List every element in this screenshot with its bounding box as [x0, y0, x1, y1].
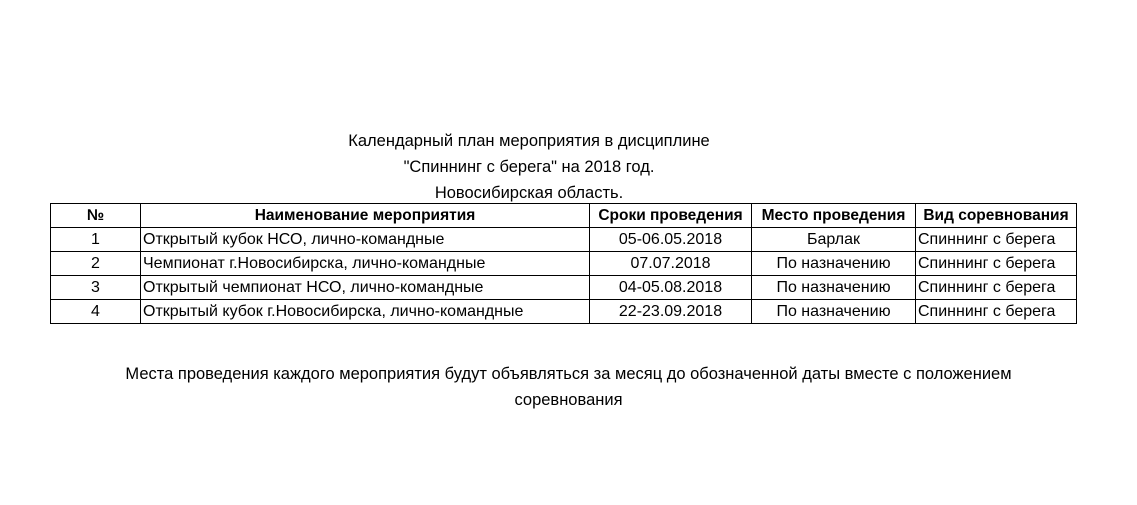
title-line-3: Новосибирская область. — [434, 184, 624, 202]
cell-dates: 22-23.09.2018 — [590, 300, 752, 324]
cell-place: По назначению — [752, 300, 916, 324]
title-line-2: "Спиннинг с берега" на 2018 год. — [403, 158, 655, 176]
footnote-line-2: соревнования — [514, 391, 623, 409]
column-header-place: Место проведения — [752, 204, 916, 228]
cell-type: Спиннинг с берега — [916, 276, 1077, 300]
cell-dates: 05-06.05.2018 — [590, 228, 752, 252]
footnote — [0, 361, 1137, 413]
table-row — [51, 252, 1077, 276]
table-row — [51, 276, 1077, 300]
cell-type: Спиннинг с берега — [916, 228, 1077, 252]
cell-name: Открытый кубок г.Новосибирска, лично-командные — [141, 300, 590, 324]
cell-place: По назначению — [752, 252, 916, 276]
column-header-number: № — [51, 204, 141, 228]
table-header-row — [51, 204, 1077, 228]
document-title — [0, 128, 1058, 206]
cell-name: Открытый чемпионат НСО, лично-командные — [141, 276, 590, 300]
cell-type: Спиннинг с берега — [916, 300, 1077, 324]
cell-type: Спиннинг с берега — [916, 252, 1077, 276]
cell-name: Открытый кубок НСО, лично-командные — [141, 228, 590, 252]
table-row — [51, 228, 1077, 252]
events-table — [50, 203, 1077, 324]
cell-name: Чемпионат г.Новосибирска, лично-командные — [141, 252, 590, 276]
column-header-type: Вид соревнования — [916, 204, 1077, 228]
cell-number: 2 — [51, 252, 141, 276]
table-row — [51, 300, 1077, 324]
column-header-dates: Сроки проведения — [590, 204, 752, 228]
cell-dates: 07.07.2018 — [590, 252, 752, 276]
column-header-name: Наименование мероприятия — [141, 204, 590, 228]
cell-number: 4 — [51, 300, 141, 324]
cell-place: Барлак — [752, 228, 916, 252]
footnote-line-1: Места проведения каждого мероприятия будут объявляться за месяц до обозначенной даты вместе с положением — [125, 365, 1012, 383]
cell-place: По назначению — [752, 276, 916, 300]
cell-dates: 04-05.08.2018 — [590, 276, 752, 300]
title-line-1: Календарный план мероприятия в дисциплине — [348, 132, 710, 150]
cell-number: 1 — [51, 228, 141, 252]
cell-number: 3 — [51, 276, 141, 300]
